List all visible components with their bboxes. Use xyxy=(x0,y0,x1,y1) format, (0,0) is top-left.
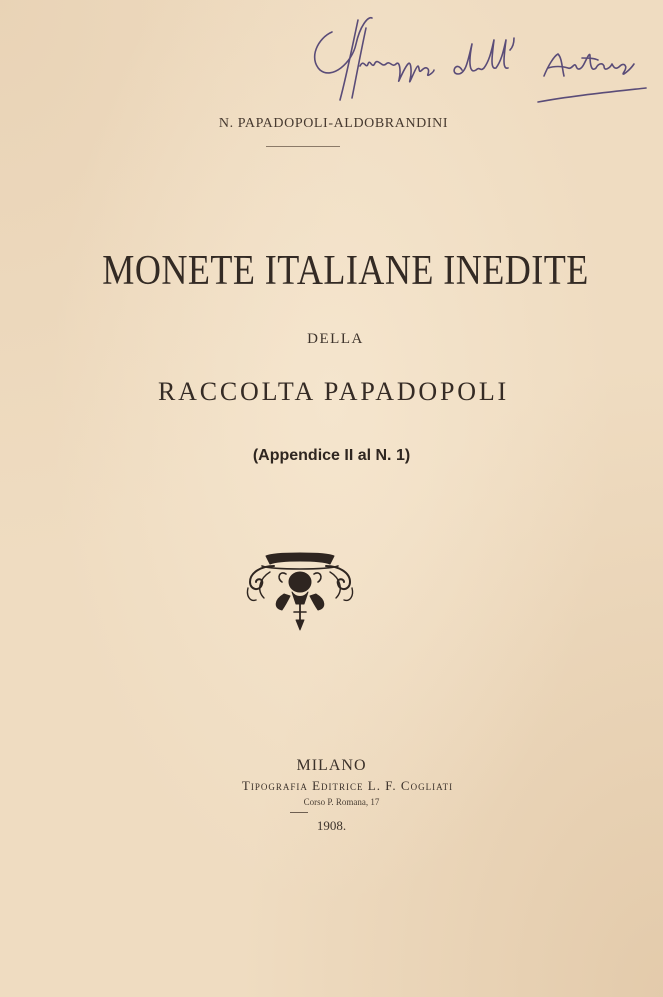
imprint-city: MILANO xyxy=(296,757,367,774)
main-title: MONETE ITALIANE INEDITE xyxy=(102,248,589,294)
author-name: N. PAPADOPOLI-ALDOBRANDINI xyxy=(218,116,449,131)
year-divider xyxy=(290,812,308,813)
imprint-address: Corso P. Romana, 17 xyxy=(303,797,380,807)
publication-year: 1908. xyxy=(316,818,347,833)
subtitle: RACCOLTA PAPADOPOLI xyxy=(158,377,509,406)
handwritten-inscription xyxy=(300,8,650,108)
imprint-publisher: Tipografia Editrice L. F. Cogliati xyxy=(241,778,454,793)
author-divider xyxy=(266,146,340,147)
printer-ornament-icon xyxy=(244,548,356,634)
appendix-note: (Appendice II al N. 1) xyxy=(252,447,411,464)
title-connector: DELLA xyxy=(307,331,364,347)
